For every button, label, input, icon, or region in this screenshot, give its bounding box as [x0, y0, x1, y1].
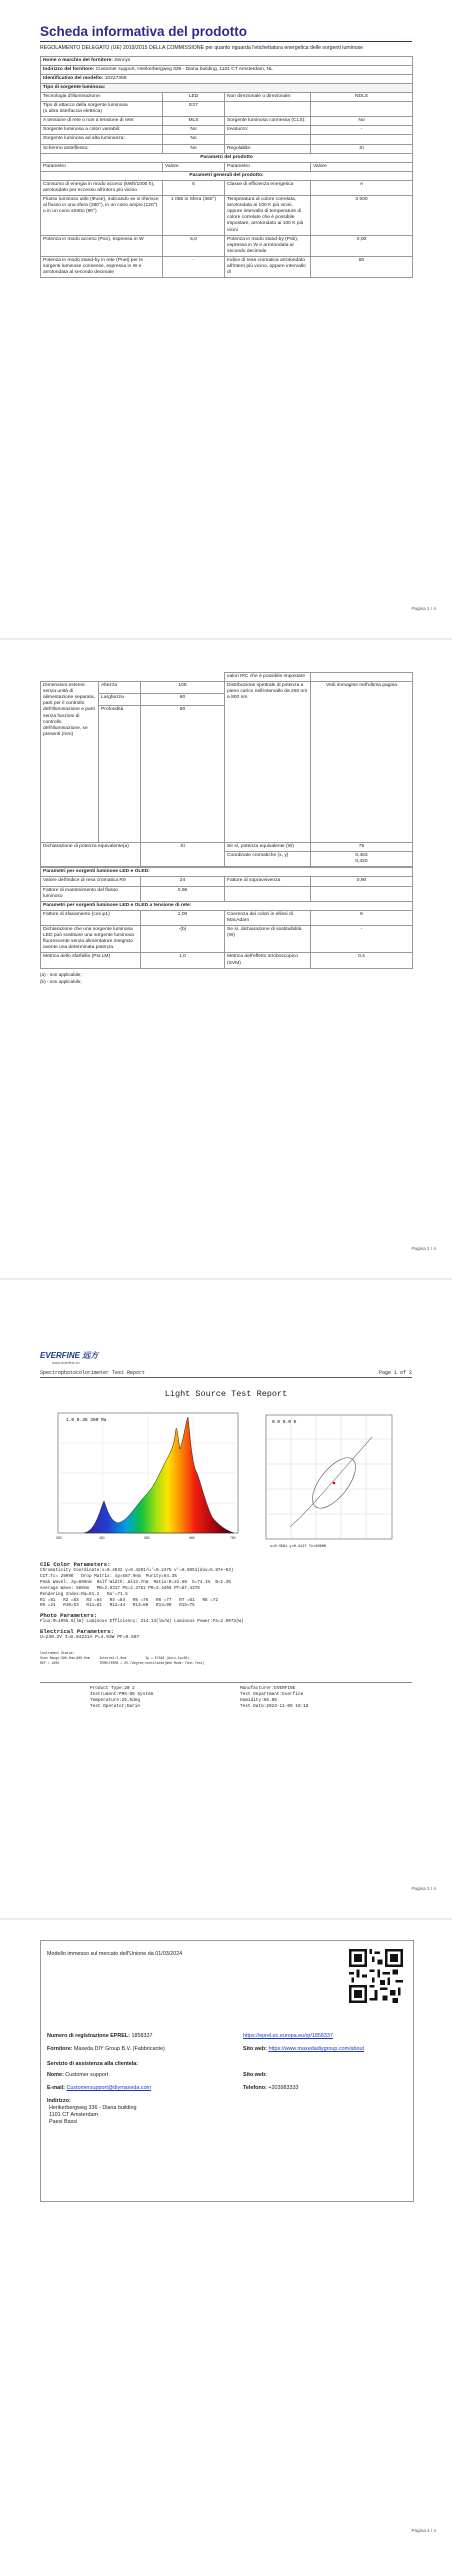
- cri-continuation: valori IRC che è possibile impostare: [225, 673, 311, 682]
- address-lines: [47, 2105, 407, 2126]
- instrument-line: REF = 100% TERM=TERMS = 25.7degree,ventilated(Web Mode: Fast Test): [40, 1661, 205, 1666]
- type-value-1: No: [163, 144, 225, 153]
- eprel-label: Numero di registrazione EPREL:: [47, 2033, 130, 2039]
- mains-rows: [41, 910, 413, 968]
- type-label-1: Tecnologia d'illuminazione:: [41, 92, 163, 101]
- type-row: [41, 117, 413, 126]
- color-param-line: Rendering Index:Ra=81.2 Ra'=71.5: [40, 1591, 128, 1597]
- page-number: Pagina 3 / 4: [411, 1886, 436, 1891]
- general-value-1: 1 055 in Sfera (360°): [163, 196, 225, 236]
- logo-sub: www.everfine.cn: [52, 1361, 80, 1365]
- page-2: [0, 640, 452, 1278]
- market-date: Modello immesso sul mercato dell'Unione da 01/03/2024: [47, 1951, 183, 1957]
- spectrum-caption: 1.0 0.36 300 Ra: [66, 1418, 107, 1423]
- type-label-1: Sorgente luminosa a colori variabili:: [41, 126, 163, 135]
- led-label-1: Valore dell'indice di resa cromatica R9: [41, 877, 141, 886]
- meta-line: Temperature:25.5deg: [90, 1697, 141, 1703]
- email-link[interactable]: Customersupport@diymaxeda.com: [66, 2085, 152, 2091]
- mains-value-2: 6: [311, 910, 413, 925]
- color-param-line: Peak Wavel: λp=600nm Half Width: Δλ13.7nm Ratio:R=22.6% G=74.1% B=1.3%: [40, 1579, 231, 1585]
- type-value-2: NDLS: [311, 92, 413, 101]
- color-params-lines: [40, 1568, 412, 1609]
- meta-line: Instrument:PMS-80 System: [90, 1691, 154, 1697]
- col-param-2: Parametro: [225, 162, 311, 171]
- svg-text:480: 480: [99, 1536, 105, 1540]
- type-value-1: E27: [163, 102, 225, 117]
- mains-label-1: Dichiarazione che una sorgente luminosa LED può sostituire una sorgente luminosa fluorescente senza alimentatore integrato avente una determinata potenza.: [41, 926, 141, 953]
- dim-height-label: Altezza: [99, 682, 141, 694]
- type-row: [41, 126, 413, 135]
- col-value-2: Valore: [311, 162, 413, 171]
- chroma-label: Coordinate cromatiche (x, y): [225, 852, 311, 867]
- equiv-power-label: Se sì, potenza equivalente (W): [225, 843, 311, 852]
- report-page-of: Page 1 of 2: [378, 1370, 412, 1376]
- led-value-2: 0,90: [311, 877, 413, 886]
- page-1: [0, 0, 452, 638]
- supplier-value: Maxeda DIY Group B.V. (Fabbricante): [73, 2046, 165, 2052]
- type-value-1: MLS: [163, 117, 225, 126]
- supplier-name-label: Nome o marchio del fornitore:: [43, 57, 113, 63]
- cie-frame: [266, 1415, 392, 1539]
- mains-header: Parametri per sorgenti luminose LED e OLED a tensione di rete:: [41, 901, 413, 910]
- type-value-2: [311, 135, 413, 144]
- supplier-address-label: Indirizzo del fornitore:: [43, 66, 95, 72]
- supplier-address: Customer support, Herikerbergweg 336 - Diana building, 1101 CT Amsterdam, NL: [95, 66, 273, 72]
- led-label-2: Fattore di sopravvivenza: [225, 877, 311, 886]
- led-table: [40, 867, 413, 968]
- mains-value-1: 1,00: [141, 910, 225, 925]
- footnote-a: (a) - non applicabile;: [40, 971, 82, 977]
- type-row: [41, 92, 413, 101]
- type-row: [41, 144, 413, 153]
- instrument-status: [40, 1651, 412, 1665]
- dim-width-label: Larghezza: [99, 694, 141, 706]
- svg-text:580: 580: [144, 1536, 150, 1540]
- spectral-value: Vedi immagine nell'ultima pagina: [311, 682, 413, 843]
- general-value-2: 3 000: [311, 196, 413, 236]
- type-label-2: [225, 135, 311, 144]
- page-title: Scheda informativa del prodotto: [40, 24, 248, 39]
- type-label-1: Schermo antiriflesso:: [41, 144, 163, 153]
- title-rule: [40, 41, 412, 42]
- params-header: Parametri del prodotto: [41, 153, 413, 162]
- dim-depth-label: Profondità: [99, 706, 141, 843]
- model-id-label: Identificativo del modello:: [43, 75, 104, 81]
- color-param-line: R1 =81 R2 =83 R3 =84 R4 =84 R5 =76 R6 =77 R7 =81 R8 =72: [40, 1597, 218, 1603]
- mains-label-2: Coerenza dei colori in ellissi di MacAdam: [225, 910, 311, 925]
- report-title: Light Source Test Report: [164, 1389, 288, 1399]
- meta-line: Test Date:2023-11-09 16:18: [240, 1703, 309, 1709]
- general-header: Parametri generali del prodotto:: [41, 171, 413, 180]
- led-value-2: [311, 886, 413, 901]
- meta-line: Humidity:65.0%: [240, 1697, 277, 1703]
- chroma-y: 0,420: [355, 859, 368, 865]
- general-rows: [41, 180, 413, 277]
- dim-height-value: 105: [141, 682, 225, 694]
- general-label-2: Classe di efficienza energetica: [225, 180, 311, 195]
- color-param-line: CCT:Tc= 2999K Drop Matrix: λp=587.0nm Purity=64.3%: [40, 1573, 177, 1579]
- meta-right: [240, 1686, 390, 1710]
- report-meta: [40, 1682, 412, 1710]
- mains-value-2: 0,4: [311, 953, 413, 968]
- mains-label-2: Metrica dell'effetto stroboscopico (SVM): [225, 953, 311, 968]
- led-row: [41, 877, 413, 886]
- general-value-2: 80: [311, 256, 413, 277]
- photo-params-lines: [40, 1619, 412, 1625]
- regulation-subtitle: REGOLAMENTO DELEGATO (UE) 2019/2015 DELLA COMMISSIONE per quanto riguarda l'etichettatura energetica delle sorgenti luminose: [40, 45, 364, 51]
- type-value-2: No: [311, 117, 413, 126]
- general-value-2: 0,00: [311, 235, 413, 256]
- chroma-x: 0,463: [355, 853, 368, 859]
- cie-diagram: [260, 1409, 400, 1551]
- general-row: [41, 196, 413, 236]
- type-label-1: Sorgente luminosa ad alta luminanza:: [41, 135, 163, 144]
- color-params-title: CIE Color Parameters:: [40, 1561, 111, 1568]
- led-value-1: 24: [141, 877, 225, 886]
- elec-params-lines: [40, 1635, 412, 1641]
- meta-line: Manufacturer:EVERFINE: [240, 1685, 296, 1691]
- color-param-line: Average Wave: 589nm PB=2.9317 PG=2.3761 PR=3.4456 PT=87.4376: [40, 1585, 200, 1591]
- mains-label-1: Metrica dello sfarfallio (Pst LM): [41, 953, 141, 968]
- supplier-label: Fornitore:: [47, 2046, 73, 2052]
- charts-row: [40, 1409, 412, 1559]
- everfine-logo: [40, 1350, 412, 1370]
- chromaticity-point: [333, 1482, 336, 1485]
- general-value-1: 5,0: [163, 235, 225, 256]
- type-label-2: [225, 102, 311, 117]
- general-label-1: Flusso luminoso utile (Φuse), indicando se si riferisce al flusso in una sfera (360°), in un cono ampio (120°) o in un cono stretto (90°): [41, 196, 163, 236]
- page-4: [0, 1920, 452, 2560]
- eprel-link[interactable]: https://eprel.ec.europa.eu/qr/1858337: [243, 2033, 333, 2039]
- mains-label-1: Fattore di sfasamento (cos φ1): [41, 910, 141, 925]
- type-value-2: Sì: [311, 144, 413, 153]
- mains-value-2: -: [311, 926, 413, 953]
- page-3: [0, 1280, 452, 1918]
- type-value-1: No: [163, 126, 225, 135]
- meta-line: Test Operator:Darin: [90, 1703, 141, 1709]
- mains-row: [41, 926, 413, 953]
- page-number: Pagina 1 / 4: [411, 606, 436, 611]
- mains-label-2: Se sì, dichiarazione di sostituibilità (W): [225, 926, 311, 953]
- equiv-power-value: 75: [311, 843, 413, 852]
- phone-value: +203983333: [268, 2085, 299, 2091]
- equiv-label: Dichiarazione di potenza equivalente(a): [41, 843, 141, 867]
- general-label-2: Indice di resa cromatica arrotondato all'intero più vicino, oppure intervallo di: [225, 256, 311, 277]
- contact-block: [47, 2033, 407, 2126]
- instrument-line: Scan Range:380.0nm-800.0nm Interval:5.0nm Ip = 57446 (Auto-Ip=60): [40, 1656, 190, 1661]
- general-label-1: Potenza in modo acceso (Pon), espressa in W: [41, 235, 163, 256]
- general-label-1: Potenza in modo stand-by in rete (Pnet) per le sorgenti luminose connesse, espressa in W e arrotondata al secondo decimale: [41, 256, 163, 277]
- supplier-name: Sencys: [114, 57, 131, 63]
- type-label-2: Sorgente luminosa connessa (CLS):: [225, 117, 311, 126]
- meta-line: Test Department:Everfine: [240, 1691, 304, 1697]
- general-row: [41, 235, 413, 256]
- svg-text:780: 780: [230, 1536, 236, 1540]
- elec-params-title: Electrical Parameters:: [40, 1628, 114, 1636]
- color-param-line: Chromaticity Coordinate:x=0.4632 y=0.4201/u'=0.2475 v'=0.5051(duv=5.87e-03): [40, 1568, 234, 1573]
- general-row: [41, 180, 413, 195]
- general-row: [41, 256, 413, 277]
- spectrum-chart: [44, 1409, 244, 1551]
- page-number: Pagina 2 / 4: [411, 1246, 436, 1251]
- site-link[interactable]: https://www.maxedadiygroup.com/about: [268, 2046, 365, 2052]
- address-label: Indirizzo:: [47, 2098, 71, 2104]
- type-value-2: -: [311, 126, 413, 135]
- email-label: E-mail:: [47, 2085, 65, 2091]
- report-header-row: [40, 1370, 412, 1378]
- type-label-2: Non direzionale o direzionale:: [225, 92, 311, 101]
- product-info-table: [40, 56, 413, 279]
- general-label-1: Consumo di energia in modo acceso (kWh/1000 h), arrotondato per eccesso all'intero più vicino: [41, 180, 163, 195]
- type-row: [41, 102, 413, 117]
- led-row: [41, 886, 413, 901]
- photo-params-title: Photo Parameters:: [40, 1612, 98, 1620]
- type-label-2: Involucro:: [225, 126, 311, 135]
- general-value-1: 5: [163, 180, 225, 195]
- general-value-1: -: [163, 256, 225, 277]
- dim-depth-value: 60: [141, 706, 225, 843]
- model-id: 10227358: [104, 75, 127, 81]
- svg-text:380: 380: [56, 1536, 62, 1540]
- name-value: Customer support: [65, 2072, 109, 2078]
- type-value-2: [311, 102, 413, 117]
- photo-param-line: Flux:Φ=1055.5(lm) Luminous Efficiency: 214.14(lm/W) Luminous Power:Fe=2.9073(W): [40, 1619, 244, 1625]
- col-value-1: Valore: [163, 162, 225, 171]
- led-label-1: Fattore di mantenimento del flusso luminoso: [41, 886, 141, 901]
- spectrum-xticks: [56, 1536, 236, 1540]
- spectral-label: Distribuzione spettrale di potenza a pieno carico nell'intervallo da 250 nm a 800 nm: [225, 682, 311, 843]
- elec-param-line: U=230.2V I=0.04241A P=4.93W PF=0.507: [40, 1635, 140, 1641]
- page-number: Pagina 4 / 4: [411, 2528, 436, 2533]
- meta-line: Product Type:20 2: [90, 1685, 135, 1691]
- dimensions-label: Dimensioni esterne senza unità di alimentazione separata, parti per il controllo dell'illuminazione e parti senza funzioni di controllo dell'illuminazione, se presenti (mm): [41, 682, 99, 843]
- type-value-1: LED: [163, 92, 225, 101]
- color-param-line: R9 =24 R10=53 R11=81 R12=44 R13=80 R14=90 R15=75: [40, 1603, 195, 1609]
- type-header: Tipo di sorgente luminosa:: [41, 83, 413, 92]
- type-label-2: Regolabile:: [225, 144, 311, 153]
- cie-bottom-caption: x=0.4581 y=0.4127 Tc=3000K: [270, 1545, 327, 1549]
- led-header: Parametri per sorgenti luminose LED e OLED:: [41, 868, 413, 877]
- type-label-1: Tipo di attacco della sorgente luminosa (o altra interfaccia elettrica): [41, 102, 163, 117]
- mains-row: [41, 953, 413, 968]
- general-label-2: Potenza in modo stand-by (Psb), espressa in W e arrotondata al secondo decimale: [225, 235, 311, 256]
- mains-value-1: 1,0: [141, 953, 225, 968]
- led-rows: [41, 877, 413, 901]
- report-header: Spectrophotocolorimeter Test Report: [40, 1370, 146, 1376]
- address-line: Paesi Bassi: [49, 2119, 78, 2125]
- cie-caption: 0.0 0.0 K: [272, 1420, 297, 1425]
- dim-width-value: 60: [141, 694, 225, 706]
- mains-row: [41, 910, 413, 925]
- led-label-2: [225, 886, 311, 901]
- address-line: Herikerbergweg 336 - Diana building: [49, 2105, 137, 2111]
- type-rows: [41, 92, 413, 153]
- led-value-1: 0,96: [141, 886, 225, 901]
- type-value-1: No: [163, 135, 225, 144]
- site2-label: Sito web:: [243, 2072, 267, 2078]
- meta-left: [90, 1686, 240, 1710]
- mains-value-1: -(b): [141, 926, 225, 953]
- col-param-1: Parametro: [41, 162, 163, 171]
- eprel-value: 1858337: [131, 2033, 153, 2039]
- phone-label: Telefono:: [243, 2085, 267, 2091]
- instrument-line: Instrument Status:: [40, 1651, 75, 1656]
- qr-code: [349, 1949, 403, 2003]
- footnote-b: (b) - non applicabile;: [40, 978, 82, 984]
- dimensions-table: [40, 672, 413, 867]
- address-line: 1101 CT Amsterdam: [49, 2112, 98, 2118]
- equiv-value: Sì: [141, 843, 225, 867]
- type-row: [41, 135, 413, 144]
- service-header: Servizio di assistenza alla clientela:: [47, 2061, 139, 2067]
- svg-text:680: 680: [189, 1536, 195, 1540]
- general-value-2: A: [311, 180, 413, 195]
- type-label-1: A tensione di rete o non a tensione di rete:: [41, 117, 163, 126]
- name-label: Nome:: [47, 2072, 64, 2078]
- logo-text: EVERFINE 远方: [40, 1351, 99, 1360]
- site-label: Sito web:: [243, 2046, 267, 2052]
- general-label-2: Temperatura di colore correlata, arrotondata ai 100 K più vicini, oppure intervallo di temperature di colore correlate che è possibile impostare, arrotondato ai 100 K più vicini: [225, 196, 311, 236]
